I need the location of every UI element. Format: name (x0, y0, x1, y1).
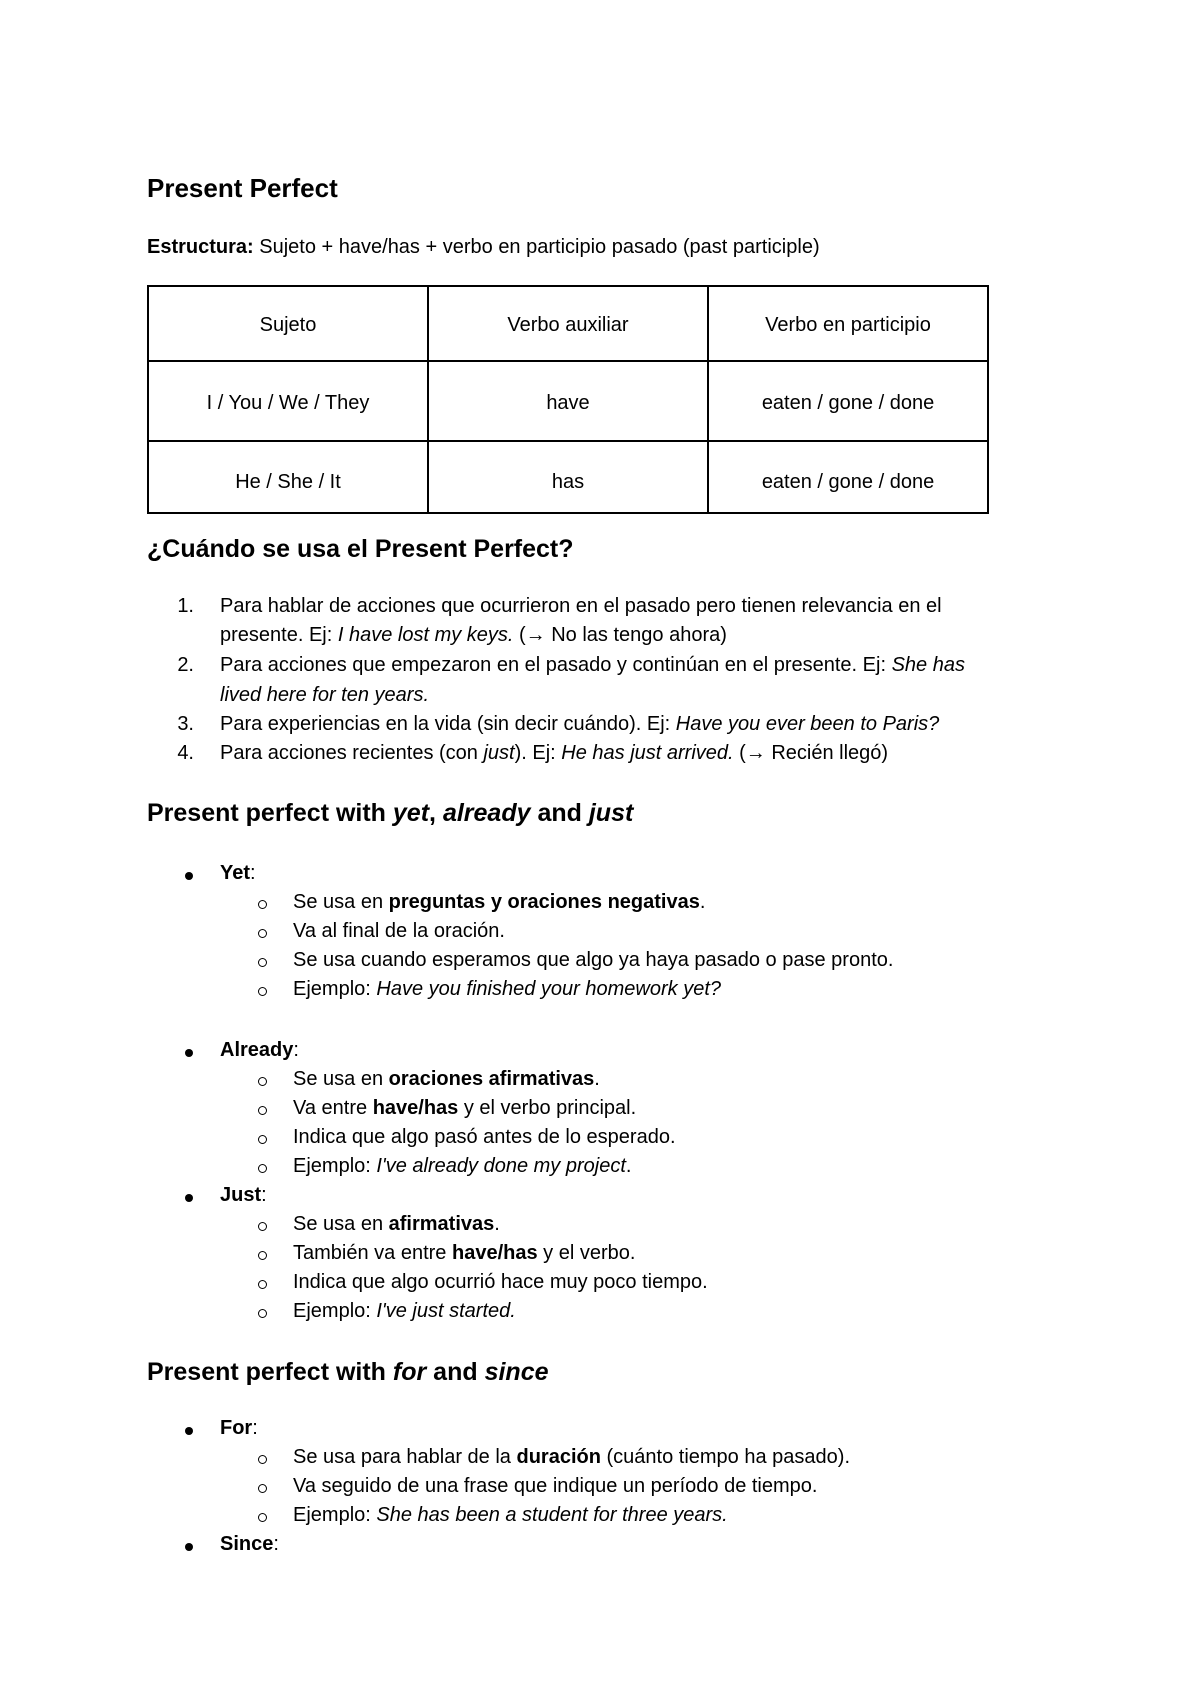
list-item-text: (→ No las tengo ahora) (513, 624, 727, 646)
sub-item-text: . (494, 1213, 500, 1235)
heading-text: and (426, 1358, 485, 1386)
heading-keyword: for (392, 1358, 427, 1386)
bullet-circle-icon (258, 1135, 267, 1144)
bullet-circle-icon (258, 900, 267, 909)
heading-text: , (429, 799, 443, 827)
list-number: 1. (177, 595, 194, 617)
table-header-cell: Verbo auxiliar (428, 286, 708, 361)
bullet-circle-icon (258, 1106, 267, 1115)
list-item-text: ). Ej: (514, 742, 562, 764)
sub-item-text: Se usa para hablar de la (293, 1446, 517, 1468)
sub-item (293, 1446, 850, 1469)
bullet-disc-icon (185, 1543, 193, 1551)
bullet-circle-icon (258, 1484, 267, 1493)
sub-item-text: . (625, 1155, 632, 1177)
sub-item-bold: afirmativas (388, 1213, 495, 1235)
sub-item (293, 891, 705, 914)
structure-line (147, 236, 820, 259)
sub-item-text: y el verbo principal. (458, 1097, 637, 1119)
sub-item-text: Ejemplo: (293, 1300, 377, 1322)
sub-item (293, 978, 721, 1001)
list-item (220, 713, 939, 736)
example-text: I've already done my project (376, 1155, 626, 1177)
table-header-cell: Verbo en participio (708, 286, 988, 361)
sub-item: Va seguido de una frase que indique un período de tiempo. (293, 1475, 818, 1497)
sub-item (293, 1504, 728, 1527)
sub-item (293, 1155, 631, 1178)
table-cell: eaten / gone / done (708, 441, 988, 513)
section-heading-yet-already-just (147, 799, 633, 828)
bullet-circle-icon (258, 1251, 267, 1260)
sub-item-bold: have/has (451, 1242, 538, 1264)
table-row (148, 441, 988, 513)
table-cell: has (428, 441, 708, 513)
sub-item-text: y el verbo. (537, 1242, 636, 1264)
table-header-row (148, 286, 988, 361)
bullet-circle-icon (258, 1513, 267, 1522)
sub-item-text: Ejemplo: (293, 1155, 377, 1177)
sub-item-text: . (699, 891, 706, 913)
bullet-label: For (220, 1417, 253, 1439)
list-item-text: Para acciones que empezaron en el pasado y continúan en el presente. Ej: (220, 654, 892, 676)
heading-keyword: yet (392, 799, 430, 827)
sub-item-bold: have/has (372, 1097, 459, 1119)
sub-item: Se usa cuando esperamos que algo ya haya pasado o pase pronto. (293, 949, 894, 971)
sub-item (293, 1097, 636, 1120)
bullet-disc-icon (185, 1427, 193, 1435)
example-text: just (483, 742, 515, 764)
sub-item-text: Ejemplo: (293, 1504, 377, 1526)
bullet-label: Just (220, 1184, 262, 1206)
sub-item-bold: duración (516, 1446, 601, 1468)
heading-keyword: since (484, 1358, 549, 1386)
page-title: Present Perfect (147, 173, 338, 203)
list-item-text: Para experiencias en la vida (sin decir cuándo). Ej: (220, 713, 676, 735)
bullet-circle-icon (258, 958, 267, 967)
bullet-colon: : (273, 1533, 279, 1555)
example-text: lived here for ten years. (220, 684, 429, 706)
bullet-circle-icon (258, 929, 267, 938)
bullet-disc-icon (185, 1049, 193, 1057)
sub-item-text: También va entre (293, 1242, 452, 1264)
example-text: I have lost my keys. (337, 624, 514, 646)
sub-item (293, 1068, 600, 1091)
sub-item-bold: oraciones afirmativas (388, 1068, 595, 1090)
bullet-circle-icon (258, 1455, 267, 1464)
bullet-circle-icon (258, 987, 267, 996)
list-item-text: (→ Recién llegó) (733, 742, 889, 764)
list-number: 4. (177, 742, 194, 764)
bullet-circle-icon (258, 1164, 267, 1173)
list-number: 3. (177, 713, 194, 735)
sub-item-text: Se usa en (293, 891, 389, 913)
example-text: Have you finished your homework yet? (376, 978, 721, 1000)
bullet-colon: : (293, 1039, 299, 1061)
bullet-item-already (220, 1039, 299, 1062)
section-heading-for-since (147, 1358, 549, 1387)
bullet-item-for (220, 1417, 258, 1440)
bullet-circle-icon (258, 1280, 267, 1289)
sub-item-bold: preguntas y oraciones negativas (388, 891, 700, 913)
bullet-label: Already (220, 1039, 294, 1061)
heading-text: Present perfect with (147, 799, 393, 827)
uses-heading: ¿Cuándo se usa el Present Perfect? (147, 535, 574, 563)
bullet-label: Since (220, 1533, 274, 1555)
table-header-cell: Sujeto (148, 286, 428, 361)
bullet-disc-icon (185, 872, 193, 880)
table-cell: have (428, 361, 708, 441)
heading-keyword: already (442, 799, 531, 827)
sub-item-text: Se usa en (293, 1213, 389, 1235)
bullet-item-since (220, 1533, 279, 1556)
sub-item (293, 1300, 516, 1323)
example-text: She has been a student for three years. (376, 1504, 728, 1526)
table-cell: He / She / It (148, 441, 428, 513)
structure-label: Estructura: (147, 236, 254, 258)
sub-item (293, 1213, 500, 1236)
example-text: Have you ever been to Paris? (675, 713, 940, 735)
heading-text: Present perfect with (147, 1358, 393, 1386)
bullet-disc-icon (185, 1194, 193, 1202)
bullet-circle-icon (258, 1222, 267, 1231)
list-item-text: Para acciones recientes (con (220, 742, 484, 764)
example-text: I've just started. (376, 1300, 516, 1322)
sub-item: Va al final de la oración. (293, 920, 505, 942)
bullet-circle-icon (258, 1077, 267, 1086)
heading-keyword: just (588, 799, 634, 827)
sub-item-text: Ejemplo: (293, 978, 377, 1000)
bullet-item-just (220, 1184, 267, 1207)
table-row (148, 361, 988, 441)
sub-item-text: (cuánto tiempo ha pasado). (600, 1446, 850, 1468)
list-item-text: presente. Ej: (220, 624, 338, 646)
sub-item-text: Se usa en (293, 1068, 389, 1090)
sub-item (293, 1242, 635, 1265)
bullet-item-yet (220, 862, 256, 885)
list-item-continuation (220, 624, 727, 647)
bullet-colon: : (250, 862, 256, 884)
structure-text: Sujeto + have/has + verbo en participio pasado (past participle) (253, 236, 820, 258)
bullet-circle-icon (258, 1309, 267, 1318)
list-item (220, 742, 888, 765)
example-text: She has (891, 654, 965, 676)
sub-item: Indica que algo ocurrió hace muy poco tiempo. (293, 1271, 708, 1293)
list-item: Para hablar de acciones que ocurrieron en el pasado pero tienen relevancia en el (220, 595, 942, 617)
table-cell: eaten / gone / done (708, 361, 988, 441)
bullet-colon: : (261, 1184, 267, 1206)
heading-text: and (530, 799, 589, 827)
list-number: 2. (177, 654, 194, 676)
list-item (220, 654, 965, 677)
bullet-label: Yet (220, 862, 251, 884)
example-text: He has just arrived. (561, 742, 734, 764)
sub-item: Indica que algo pasó antes de lo esperado. (293, 1126, 676, 1148)
sub-item-text: . (594, 1068, 600, 1090)
conjugation-table (147, 285, 989, 514)
sub-item-text: Va entre (293, 1097, 373, 1119)
bullet-colon: : (252, 1417, 258, 1439)
table-cell: I / You / We / They (148, 361, 428, 441)
